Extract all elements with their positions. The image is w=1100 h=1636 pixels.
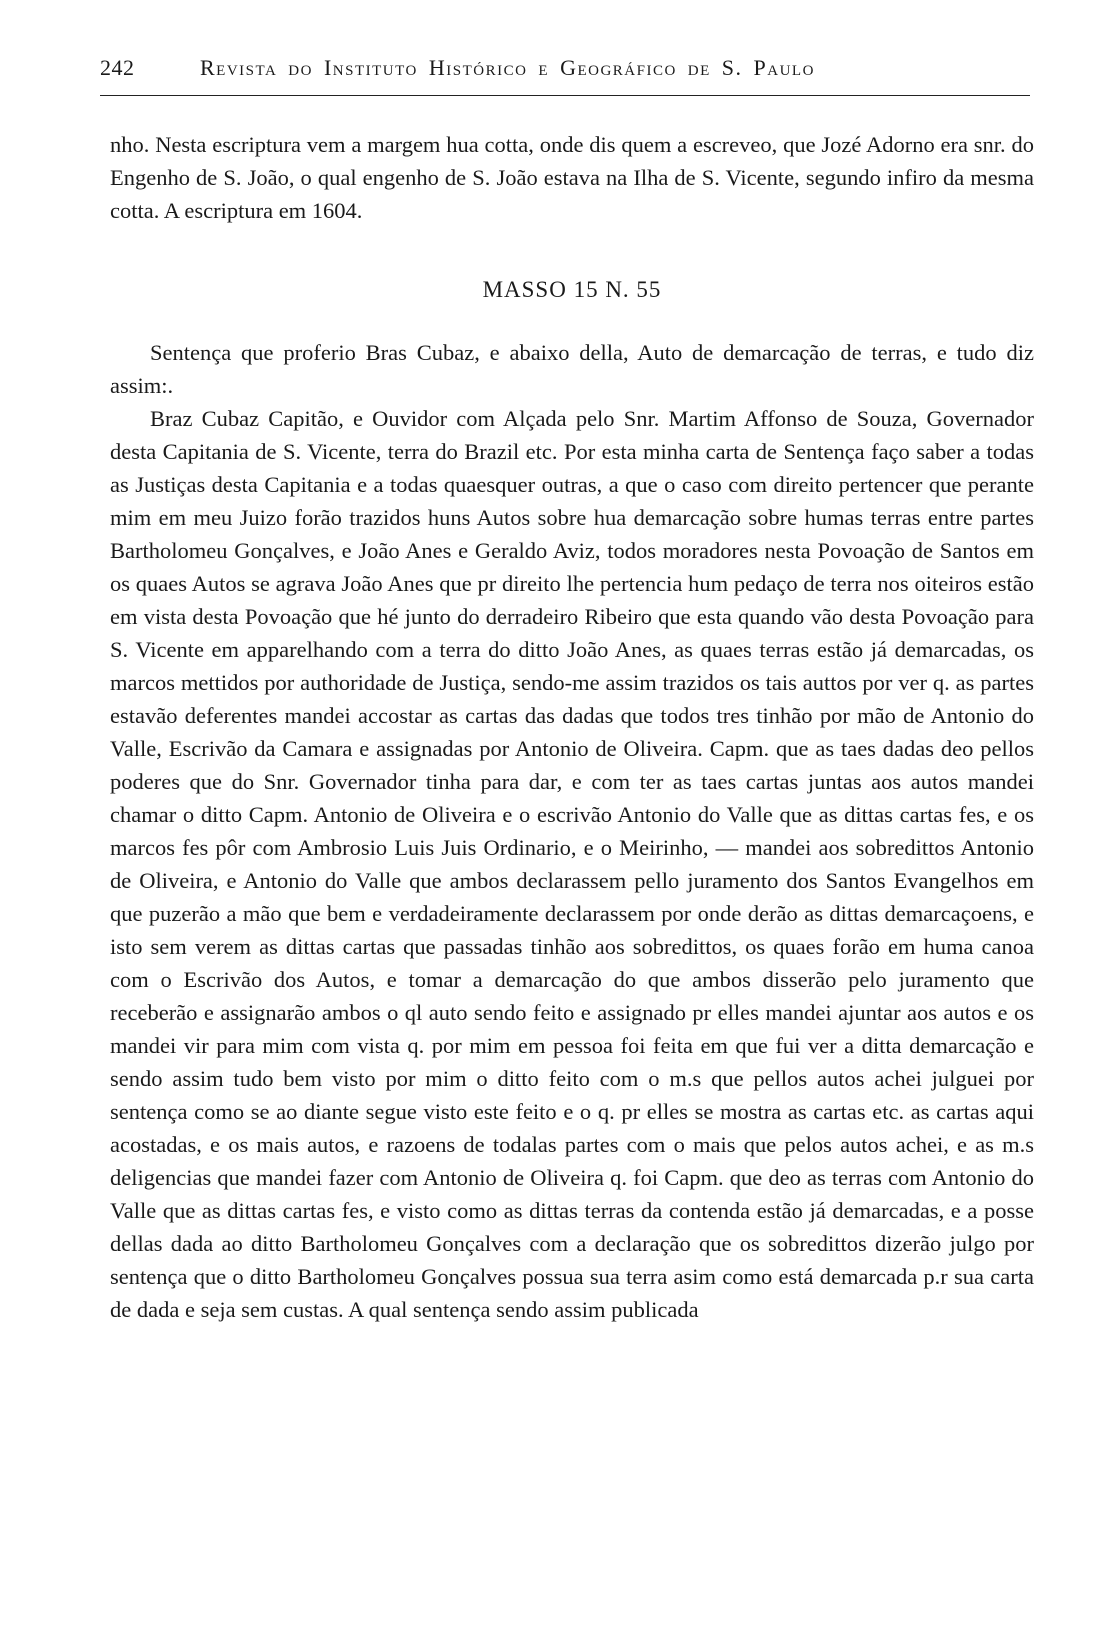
page-header [100, 55, 1030, 96]
summary-paragraph: Sentença que proferio Bras Cubaz, e abaixo della, Auto de demarcação de terras, e tudo diz assim:. [110, 340, 1034, 398]
running-title: Revista do Instituto Histórico e Geográfico de S. Paulo [200, 55, 815, 80]
intro-paragraph: nho. Nesta escriptura vem a margem hua cotta, onde dis quem a escreveo, que Jozé Adorno era snr. do Engenho de S. João, o qual engenho de S. João estava na Ilha de S. Vicente, segundo infiro da mesma cotta. A escriptura em 1604. [110, 132, 1034, 223]
section-heading: MASSO 15 N. 55 [482, 277, 662, 302]
main-paragraph: Braz Cubaz Capitão, e Ouvidor com Alçada pelo Snr. Martim Affonso de Souza, Governador desta Capitania de S. Vicente, terra do Brazil etc. Por esta minha carta de Sentença faço saber a todas as Justiças desta Capitania e a todas quaesquer outras, a que o caso com direito pertencer que perante mim em meu Juizo forão trazidos huns Autos sobre hua demarcação sobre humas terras entre partes Bartholomeu Gonçalves, e João Anes e Geraldo Aviz, todos moradores nesta Povoação de Santos em os quaes Autos se agrava João Anes que pr direito lhe pertencia hum pedaço de terra nos oiteiros estão em vista desta Povoação que hé junto do derradeiro Ribeiro que esta quando vão desta Povoação para S. Vicente em apparelhando com a terra do ditto João Anes, as quaes terras estão já demarcadas, os marcos mettidos por authoridade de Justiça, sendo-me assim trazidos os tais auttos por ver q. as partes estavão deferentes mandei accostar as cartas das dadas que todos tres tinhão por mão de Antonio do Valle, Escrivão da Camara e assignadas por Antonio de Oliveira. Capm. que as taes dadas deo pellos poderes que do Snr. Governador tinha para dar, e com ter as taes cartas juntas aos autos mandei chamar o ditto Capm. Antonio de Oliveira e o escrivão Antonio do Valle que as dittas cartas fes, e os marcos fes pôr com Ambrosio Luis Juis Ordinario, e o Meirinho, — mandei aos sobredittos Antonio de Oliveira, e Antonio do Valle que ambos declarassem pello juramento dos Santos Evangelhos em que puzerão a mão que bem e verdadeiramente declarassem por onde derão as dittas demarcaçoens, e isto sem verem as dittas cartas que passadas tinhão aos sobredittos, os quaes forão em huma canoa com o Escrivão dos Autos, e tomar a demarcação do que ambos disserão pelo juramento que receberão e assignarão ambos o ql auto sendo feito e assignado pr elles mandei ajuntar aos autos e os mandei vir para mim com vista q. por mim em pessoa foi feita em que fui ver a ditta demarcação e sendo assim tudo bem visto por mim o ditto feito com o m.s que pellos autos achei julguei por sentença como se ao diante segue visto este feito e o q. pr elles se mostra as cartas etc. as cartas aqui acostadas, e os mais autos, e razoens de todalas partes com o mais que pelos autos achei, e as m.s deligencias que mandei fazer com Antonio de Oliveira q. foi Capm. que deo as terras com Antonio do Valle que as dittas cartas fes, e visto como as dittas terras da contenda estão já demarcadas, e a posse dellas dada ao ditto Bartholomeu Gonçalves com a declaração que os sobredittos dizerão julgo por sentença que o ditto Bartholomeu Gonçalves possua sua terra asim como está demarcada p.r sua carta de dada e seja sem custas. A qual sentença sendo assim publicada [110, 406, 1034, 1322]
page-number: 242 [100, 55, 135, 80]
body-text [110, 128, 1034, 1326]
